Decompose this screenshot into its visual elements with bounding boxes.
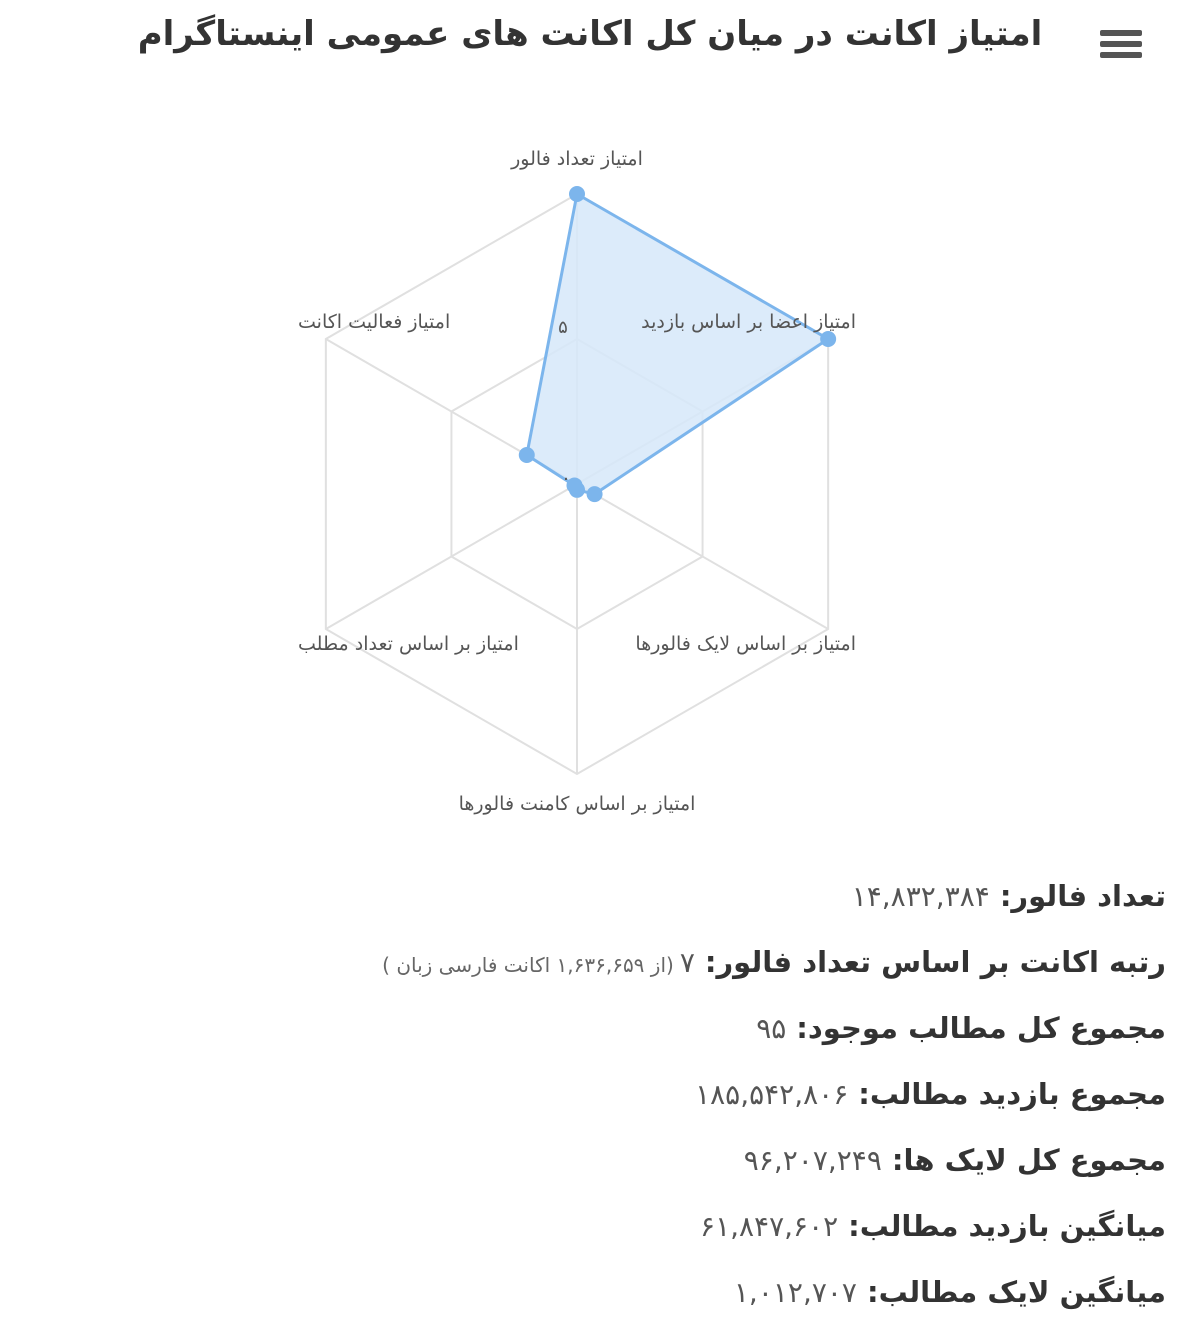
data-point	[519, 447, 535, 463]
stat-row	[26, 934, 1166, 1000]
axis-label: امتیاز بر اساس لایک فالورها	[635, 633, 856, 655]
stat-note: (از ۱,۶۳۶,۶۵۹ اکانت فارسی زبان )	[382, 953, 674, 977]
stat-value: ۹۵	[756, 1012, 787, 1045]
stat-value: ۱۸۵,۵۴۲,۸۰۶	[695, 1078, 849, 1111]
radar-series	[519, 186, 836, 502]
data-point	[587, 486, 603, 502]
stat-label: مجموع بازدید مطالب:	[858, 1077, 1166, 1111]
stat-row	[26, 1264, 1166, 1330]
stat-row	[26, 868, 1166, 934]
tick-label: ۵	[558, 317, 568, 338]
stat-value: ۱۴,۸۳۲,۳۸۴	[851, 880, 990, 913]
axis-label: امتیاز بر اساس تعداد مطلب	[298, 633, 519, 655]
data-point	[820, 331, 836, 347]
stat-label: تعداد فالور:	[999, 879, 1166, 913]
axis-label: امتیاز تعداد فالور	[511, 148, 643, 170]
data-point	[569, 186, 585, 202]
tick-label: ۰	[561, 468, 571, 489]
stat-label: مجموع کل لایک ها:	[891, 1143, 1166, 1177]
stat-row	[26, 1132, 1166, 1198]
stat-label: مجموع کل مطالب موجود:	[796, 1011, 1166, 1045]
series-area	[527, 194, 828, 494]
stat-label: میانگین لایک مطالب:	[866, 1275, 1166, 1309]
stat-value: ۹۶,۲۰۷,۲۴۹	[743, 1144, 882, 1177]
stat-label: رتبه اکانت بر اساس تعداد فالور:	[704, 945, 1166, 979]
axis-label: امتیاز بر اساس کامنت فالورها	[458, 793, 696, 815]
stat-label: میانگین بازدید مطالب:	[848, 1209, 1166, 1243]
stat-row	[26, 1198, 1166, 1264]
stat-value: ۷	[679, 946, 695, 979]
stat-value: ۱,۰۱۲,۷۰۷	[733, 1276, 857, 1309]
stat-value: ۶۱,۸۴۷,۶۰۲	[700, 1210, 839, 1243]
axis-label: امتیاز اعضا بر اساس بازدید	[641, 311, 856, 333]
chart-title: امتیاز اکانت در میان کل اکانت های عمومی اینستاگرام	[137, 14, 1043, 54]
stat-row	[26, 1066, 1166, 1132]
stat-row	[26, 1000, 1166, 1066]
account-stats	[26, 868, 1166, 1330]
axis-label: امتیاز فعالیت اکانت	[298, 311, 451, 333]
